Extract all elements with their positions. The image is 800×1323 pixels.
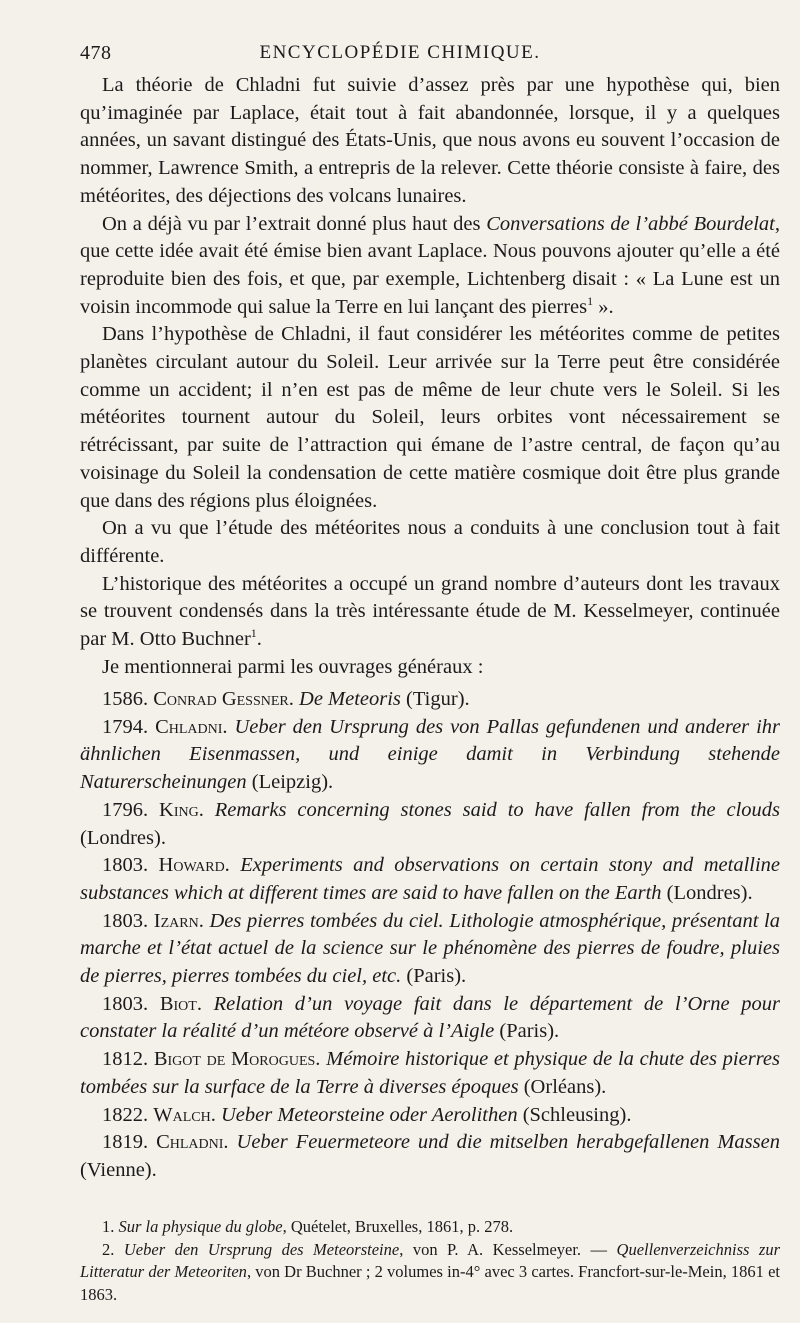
footnote-ref: 1 bbox=[250, 626, 257, 641]
body-text bbox=[80, 72, 780, 681]
bibliography-entry: 1822. Walch. Ueber Meteorsteine oder Aerolithen (Schleusing). bbox=[102, 1103, 632, 1126]
page-number: 478 bbox=[80, 42, 112, 64]
bibliography-entry: 1803. Howard. Experiments and observations on certain stony and metalline substances which at different times are said to have fallen on the Earth (Londres). bbox=[80, 854, 781, 904]
bibliography-list bbox=[80, 686, 780, 1185]
bibliography-entry: 1796. King. Remarks concerning stones said to have fallen from the clouds (Londres). bbox=[80, 798, 781, 849]
paragraph-hypothesis: Dans l’hypothèse de Chladni, il faut considérer les météorites comme de petites planètes circulant autour du Soleil. Leur arrivée sur la Terre peut être considérée comme un accident; il n’en est pas de même de leur chute vers le Soleil. Si les météorites tournent autour du Soleil, leurs orbites vont nécessairement se rétrécissant, par suite de l’attraction qui émane de l’astre central, de façon qu’au voisinage du Soleil la condensation de cette matière cosmique doit être plus grande que dans des régions plus éloignées. bbox=[80, 323, 780, 512]
paragraph-abbe-bourdelat: On a déjà vu par l’extrait donné plus haut des Conversations de l’abbé Bourdelat, que cette idée avait été émise bien avant Laplace. Nous pouvons ajouter qu’elle a été reproduite bien des fois, et que, par exemple, Lichtenberg disait : « La Lune est un voisin incommode qui salue la Terre en lui lançant des pierres$^1$ ». bbox=[80, 212, 780, 318]
bibliography-entry: 1803. Biot. Relation d’un voyage fait dans le département de l’Orne pour constater la réalité d’un météore observé à l’Aigle (Paris). bbox=[80, 992, 781, 1043]
paragraph-chladni-laplace: La théorie de Chladni fut suivie d’assez près par une hypothèse qui, bien qu’imaginée par Laplace, était tout à fait abandonnée, lorsque, il y a quelques années, un savant distingué des États-Unis, que nous avons eu souvent l’occasion de nommer, Lawrence Smith, a entrepris de la relever. Cette théorie consiste à faire, des météorites, des déjections des volcans lunaires. bbox=[80, 74, 780, 207]
bibliography-entry: 1819. Chladni. Ueber Feuermeteore und die mitselben herabgefallenen Massen (Vienne). bbox=[80, 1131, 780, 1181]
page-header bbox=[80, 42, 720, 66]
bibliography-entry: 1803. Izarn. Des pierres tombées du ciel. Lithologie atmosphérique, présentant la marche et l’état actuel de la science sur le phénomène des pierres de foudre, pluies de pierres, pierres tombées du ciel, etc. (Paris). bbox=[80, 909, 781, 988]
paragraph-historique: L’historique des météorites a occupé un grand nombre d’auteurs dont les travaux se trouvent condensés dans la très intéressante étude de M. Kesselmeyer, continuée par M. Otto Buchner$^1$. bbox=[80, 572, 780, 651]
footnote: 1. Sur la physique du globe, Quételet, Bruxelles, 1861, p. 278. bbox=[102, 1217, 514, 1236]
paragraph-conclusion: On a vu que l’étude des météorites nous a conduits à une conclusion tout à fait différente. bbox=[80, 517, 780, 567]
footnotes bbox=[80, 1216, 780, 1306]
running-title: ENCYCLOPÉDIE CHIMIQUE. bbox=[259, 42, 541, 63]
bibliography-entry: 1812. Bigot de Morogues. Mémoire historique et physique de la chute des pierres tombées sur la surface de la Terre à diverses époques (Orléans). bbox=[80, 1048, 780, 1098]
bibliography-entry: 1586. Conrad Gessner. De Meteoris (Tigur). bbox=[102, 688, 470, 710]
footnote-ref: 1 bbox=[587, 293, 594, 308]
paragraph-intro-list: Je mentionnerai parmi les ouvrages généraux : bbox=[102, 655, 484, 678]
book-title: Conversations de l’abbé Bourdelat bbox=[486, 212, 775, 235]
bibliography-entry: 1794. Chladni. Ueber den Ursprung des von Pallas gefundenen und anderer ihr ähnlichen Eisenmassen, und einige damit in Verbindung stehende Naturerscheinungen (Leipzig). bbox=[80, 715, 781, 794]
footnote: 2. Ueber den Ursprung des Meteorsteine, von P. A. Kesselmeyer. — Quellenverzeichniss zur Litteratur der Meteoriten, von Dr Buchner ; 2 volumes in-4° avec 3 cartes. Francfort-sur-le-Mein, 1861 et 1863. bbox=[80, 1239, 781, 1304]
